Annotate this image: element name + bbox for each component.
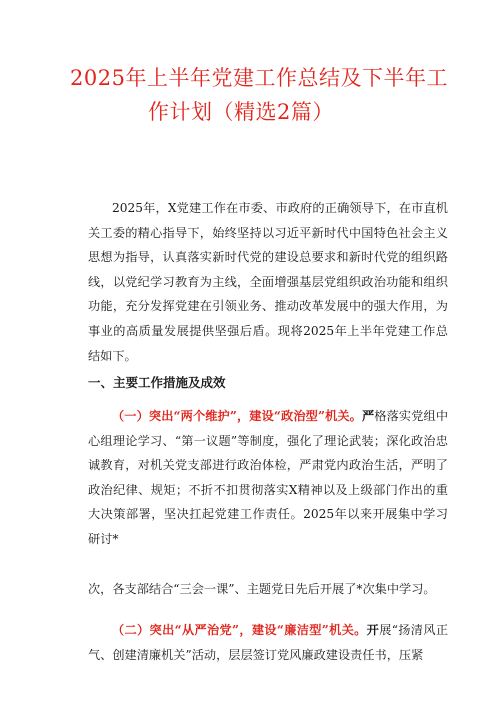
item-2-paragraph [88,618,448,667]
item-1-paragraph [88,404,448,552]
item-1-label: （一）突出“两个维护”，建设“政治型”机关。 [112,409,362,423]
document-title-line-1: 2025年上半年党建工作总结及下半年工 [70,66,448,90]
intro-paragraph: 2025年，X党建工作在市委、市政府的正确领导下，在市直机关工委的精心指导下，始终坚持以习近平新时代中国特色社会主义思想为指导，认真落实新时代党的建设总要求和新时代党的组织路线，以党纪学习教育为主线，全面增强基层党组织政治功能和组织功能，充分发挥党建在引领业务、推动改革发展中的强大作用，为事业的高质量发展提供坚强后盾。现将2025年上半年党建工作总结如下。 [88,201,448,363]
item-2-body: 展“扬清风正气、创建清廉机关”活动，层层签订党风廉政建设责任书，压紧 [88,623,449,662]
item-2-lead: 开 [366,623,380,637]
item-2-label: （二）突出“从严治党”，建设“廉洁型”机关。 [112,623,367,637]
item-1-body: 格落实党组中心组理论学习、“第一议题”等制度，强化了理论武装；深化政治忠诚教育，对机关党支部进行政治体检，严肃党内政治生活，严明了政治纪律、规矩；不折不扣贯彻落实X精神以及上级部门作出的重大决策部署，坚决扛起党建工作责任。2025年以来开展集中学习研讨* [88,409,449,546]
document-title-line-2: 作计划（精选2篇） [148,100,334,124]
item-1-tail: 次，各支部结合“三会一课”、主题党日先后开展了*次集中学习。 [88,582,436,596]
section-heading: 一、主要工作措施及成效 [88,375,226,390]
item-1-lead: 严 [361,409,375,423]
